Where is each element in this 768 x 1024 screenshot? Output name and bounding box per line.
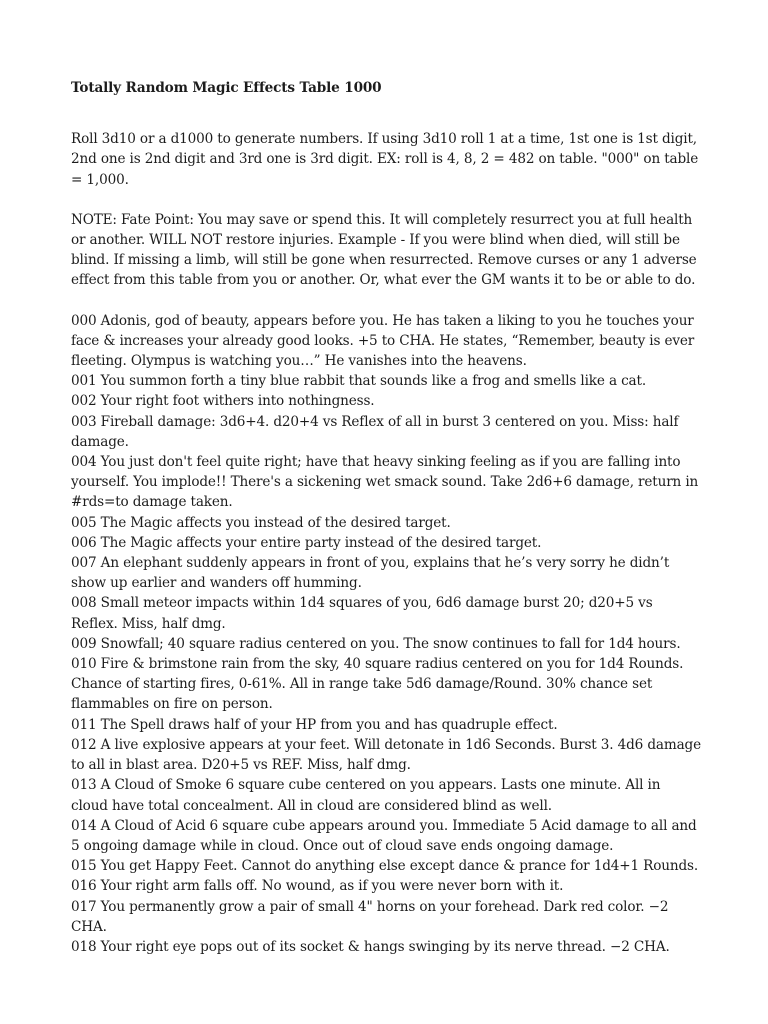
table-entry-017: 017 You permanently grow a pair of small 4" horns on your forehead. Dark red color. −2 CHA. bbox=[71, 898, 669, 935]
table-entry-010: 010 Fire & brimstone rain from the sky, 40 square radius centered on you for 1d4 Rounds. Chance of starting fires, 0-61%. All in range take 5d6 damage/Round. 30% chance set flammables on fire on person. bbox=[71, 656, 684, 713]
note-paragraph: NOTE: Fate Point: You may save or spend this. It will completely resurrect you at full health or another. WILL NOT restore injuries. Example - If you were blind when died, will still be blind. If missing a limb, will still be gone when resurrected. Remove curses or any 1 adverse effect from this table from you or another. Or, what ever the GM wants it to be or able to do. bbox=[71, 211, 697, 289]
table-entry-018: 018 Your right eye pops out of its socket & hangs swinging by its nerve thread. −2 CHA. bbox=[71, 938, 670, 955]
effects-table bbox=[71, 311, 701, 958]
table-entry-002: 002 Your right foot withers into nothingness. bbox=[71, 393, 375, 410]
table-entry-001: 001 You summon forth a tiny blue rabbit that sounds like a frog and smells like a cat. bbox=[71, 373, 646, 390]
table-entry-006: 006 The Magic affects your entire party instead of the desired target. bbox=[71, 534, 542, 551]
table-entry-009: 009 Snowfall; 40 square radius centered on you. The snow continues to fall for 1d4 hours. bbox=[71, 635, 681, 652]
intro-paragraph: Roll 3d10 or a d1000 to generate numbers. If using 3d10 roll 1 at a time, 1st one is 1st digit, 2nd one is 2nd digit and 3rd one is 3rd digit. EX: roll is 4, 8, 2 = 482 on table. "000" on table = 1,000. bbox=[71, 131, 699, 188]
table-entry-005: 005 The Magic affects you instead of the desired target. bbox=[71, 514, 451, 531]
table-entry-012: 012 A live explosive appears at your feet. Will detonate in 1d6 Seconds. Burst 3. 4d6 damage to all in blast area. D20+5 vs REF. Miss, half dmg. bbox=[71, 736, 701, 774]
table-entry-008: 008 Small meteor impacts within 1d4 squares of you, 6d6 damage burst 20; d20+5 vs Reflex. Miss, half dmg. bbox=[71, 595, 653, 632]
table-entry-000: 000 Adonis, god of beauty, appears before you. He has taken a liking to you he touches your face & increases your already good looks. +5 to CHA. He states, “Remember, beauty is ever fleeting. Olympus is watching you…” He vanishes into the heavens. bbox=[71, 312, 695, 370]
table-entry-003: 003 Fireball damage: 3d6+4. d20+4 vs Reflex of all in burst 3 centered on you. Miss: half damage. bbox=[71, 413, 679, 450]
table-entry-004: 004 You just don't feel quite right; have that heavy sinking feeling as if you are falling into yourself. You implode!! There's a sickening wet smack sound. Take 2d6+6 damage, return in #rds=to damage taken. bbox=[71, 454, 699, 511]
document-page bbox=[71, 78, 701, 957]
table-entry-007: 007 An elephant suddenly appears in front of you, explains that he’s very sorry he didn’t show up earlier and wanders off humming. bbox=[71, 555, 670, 592]
table-entry-014: 014 A Cloud of Acid 6 square cube appears around you. Immediate 5 Acid damage to all and 5 ongoing damage while in cloud. Once out of cloud save ends ongoing damage. bbox=[71, 817, 697, 854]
document-title: Totally Random Magic Effects Table 1000 bbox=[71, 80, 382, 96]
table-entry-013: 013 A Cloud of Smoke 6 square cube centered on you appears. Lasts one minute. All in cloud have total concealment. All in cloud are considered blind as well. bbox=[71, 777, 661, 814]
table-entry-011: 011 The Spell draws half of your HP from you and has quadruple effect. bbox=[71, 716, 558, 733]
table-entry-016: 016 Your right arm falls off. No wound, as if you were never born with it. bbox=[71, 878, 564, 895]
table-entry-015: 015 You get Happy Feet. Cannot do anything else except dance & prance for 1d4+1 Rounds. bbox=[71, 858, 699, 875]
